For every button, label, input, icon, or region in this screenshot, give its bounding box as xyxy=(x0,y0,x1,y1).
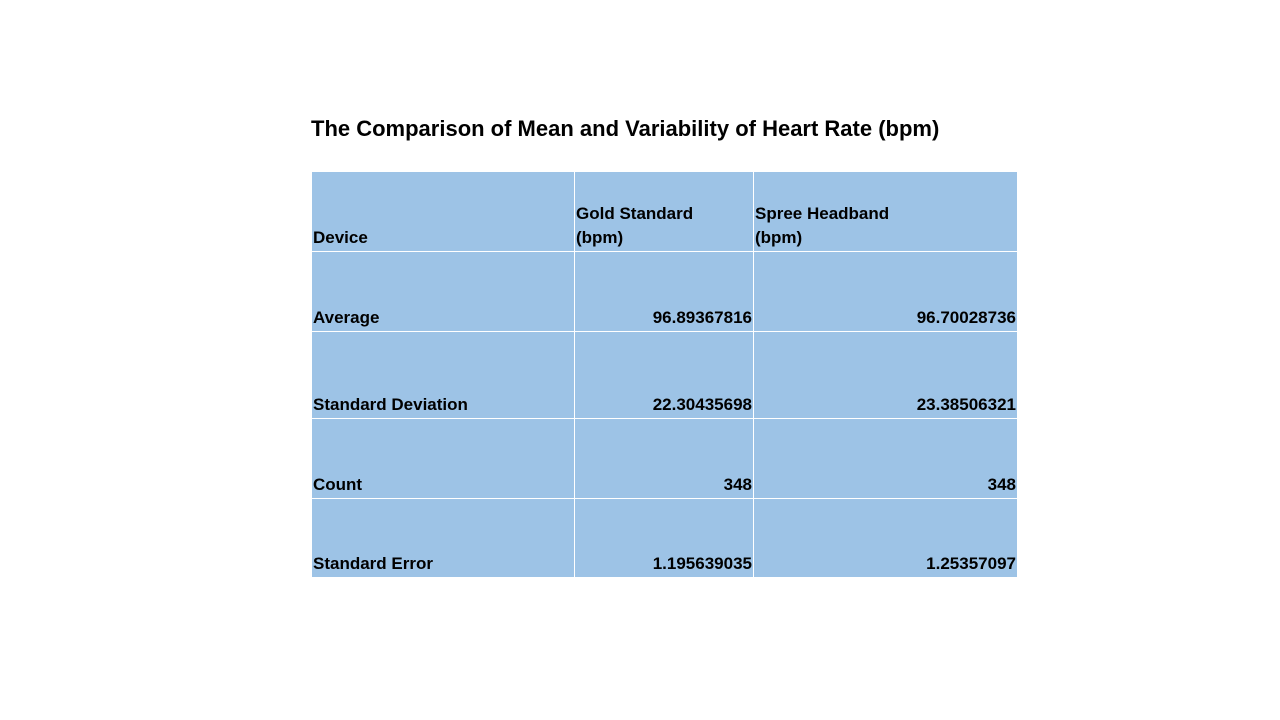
cell-std-error-gold: 1.195639035 xyxy=(575,499,754,578)
header-spree-headband-line1: Spree Headband xyxy=(755,204,890,223)
table-row xyxy=(312,419,1018,499)
row-label-average: Average xyxy=(312,252,575,332)
header-gold-standard xyxy=(575,172,754,252)
slide-title: The Comparison of Mean and Variability of Heart Rate (bpm) xyxy=(311,116,940,141)
cell-count-gold: 348 xyxy=(575,419,754,499)
header-gold-standard-line2: (bpm) xyxy=(576,228,624,247)
cell-std-dev-gold: 22.30435698 xyxy=(575,332,754,419)
cell-std-dev-spree: 23.38506321 xyxy=(754,332,1018,419)
cell-average-gold: 96.89367816 xyxy=(575,252,754,332)
header-device xyxy=(312,172,575,252)
row-label-standard-deviation: Standard Deviation xyxy=(312,332,575,419)
table-row xyxy=(312,252,1018,332)
table-header-row xyxy=(312,172,1018,252)
header-spree-headband xyxy=(754,172,1018,252)
table-row xyxy=(312,499,1018,578)
heart-rate-comparison-table xyxy=(311,171,1018,578)
row-label-count: Count xyxy=(312,419,575,499)
cell-std-error-spree: 1.25357097 xyxy=(754,499,1018,578)
table-row xyxy=(312,332,1018,419)
cell-count-spree: 348 xyxy=(754,419,1018,499)
header-gold-standard-line1: Gold Standard xyxy=(576,204,694,223)
header-device-label: Device xyxy=(313,228,368,247)
header-spree-headband-line2: (bpm) xyxy=(755,228,803,247)
row-label-standard-error: Standard Error xyxy=(312,499,575,578)
cell-average-spree: 96.70028736 xyxy=(754,252,1018,332)
